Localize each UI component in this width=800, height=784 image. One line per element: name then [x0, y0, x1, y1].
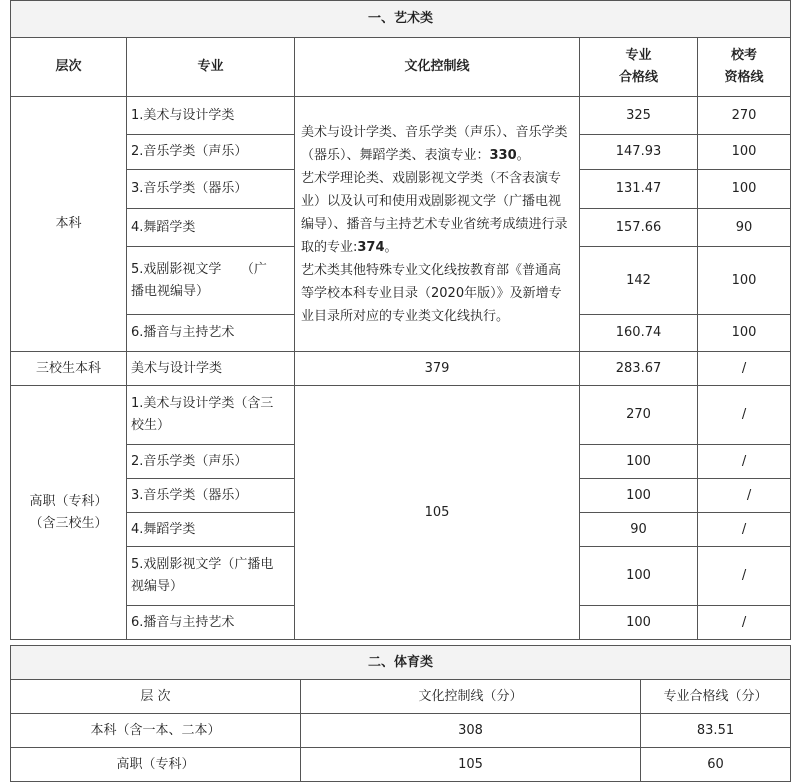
level-cell: 高职（专科）: [11, 748, 301, 782]
header-school-exam-line: 校考 资格线: [698, 38, 791, 97]
culture-value: 379: [295, 352, 580, 386]
prof-line-value: 100: [580, 479, 698, 513]
table-row: [11, 97, 791, 135]
section-title-art: 一、艺术类: [11, 1, 791, 38]
table-row: [11, 714, 791, 748]
culture-value: 105: [295, 386, 580, 640]
sports-table: [10, 645, 791, 782]
major-cell: 4.舞蹈学类: [127, 209, 295, 247]
header-professional-line: 专业合格线（分）: [641, 680, 791, 714]
school-line-value: /: [698, 386, 791, 445]
major-cell: 4.舞蹈学类: [127, 513, 295, 547]
prof-line-value: 60: [641, 748, 791, 782]
school-line-value: 100: [698, 315, 791, 352]
school-line-value: /: [698, 479, 791, 513]
school-line-value: /: [698, 513, 791, 547]
prof-line-value: 100: [580, 547, 698, 606]
school-line-value: /: [698, 352, 791, 386]
school-line-value: /: [698, 445, 791, 479]
header-culture-line: 文化控制线（分）: [301, 680, 641, 714]
prof-line-value: 147.93: [580, 135, 698, 170]
major-cell: 美术与设计学类: [127, 352, 295, 386]
prof-line-value: 100: [580, 606, 698, 640]
header-major: 专业: [127, 38, 295, 97]
table-row: [11, 352, 791, 386]
school-line-value: /: [698, 547, 791, 606]
major-cell: 3.音乐学类（器乐）: [127, 170, 295, 209]
culture-paragraph-1: 美术与设计学类、音乐学类（声乐）、音乐学类（器乐）、舞蹈学类、表演专业：330。: [301, 124, 568, 163]
prof-line-value: 131.47: [580, 170, 698, 209]
school-line-value: 270: [698, 97, 791, 135]
prof-line-value: 142: [580, 247, 698, 315]
culture-description: [295, 97, 580, 352]
culture-value: 308: [301, 714, 641, 748]
school-line-value: /: [698, 606, 791, 640]
major-cell: 1.美术与设计学类: [127, 97, 295, 135]
school-line-value: 100: [698, 170, 791, 209]
prof-line-value: 160.74: [580, 315, 698, 352]
culture-paragraph-2: 艺术学理论类、戏剧影视文学类（不含表演专业）以及认可和使用戏剧影视文学（广播电视编导）、播音与主持艺术专业省统考成绩进行录取的专业:374。: [301, 170, 568, 255]
major-cell: 6.播音与主持艺术: [127, 606, 295, 640]
culture-paragraph-3: 艺术类其他特殊专业文化线按教育部《普通高等学校本科专业目录（2020年版）》及新增专业目录所对应的专业类文化线执行。: [301, 262, 562, 324]
header-level: 层 次: [11, 680, 301, 714]
prof-line-value: 100: [580, 445, 698, 479]
table-row: [11, 748, 791, 782]
major-cell: 1.美术与设计学类（含三 校生）: [127, 386, 295, 445]
prof-line-value: 90: [580, 513, 698, 547]
art-table: [10, 0, 791, 640]
major-cell: 2.音乐学类（声乐）: [127, 445, 295, 479]
prof-line-value: 283.67: [580, 352, 698, 386]
prof-line-value: 157.66: [580, 209, 698, 247]
major-cell: 2.音乐学类（声乐）: [127, 135, 295, 170]
school-line-value: 90: [698, 209, 791, 247]
culture-value: 105: [301, 748, 641, 782]
section-title-sports: 二、体育类: [11, 646, 791, 680]
school-line-value: 100: [698, 247, 791, 315]
header-culture-line: 文化控制线: [295, 38, 580, 97]
header-professional-line: 专业 合格线: [580, 38, 698, 97]
level-cell: 本科（含一本、二本）: [11, 714, 301, 748]
major-cell: 5.戏剧影视文学（广播电 视编导）: [127, 547, 295, 606]
level-sanxiao: 三校生本科: [11, 352, 127, 386]
major-cell: 3.音乐学类（器乐）: [127, 479, 295, 513]
table-row: [11, 386, 791, 445]
header-level: 层次: [11, 38, 127, 97]
school-line-value: 100: [698, 135, 791, 170]
major-cell: 6.播音与主持艺术: [127, 315, 295, 352]
prof-line-value: 83.51: [641, 714, 791, 748]
prof-line-value: 325: [580, 97, 698, 135]
level-gaozhi: 高职（专科） （含三校生）: [11, 386, 127, 640]
major-cell: 5.戏剧影视文学 （广 播电视编导）: [127, 247, 295, 315]
level-benke: 本科: [11, 97, 127, 352]
prof-line-value: 270: [580, 386, 698, 445]
